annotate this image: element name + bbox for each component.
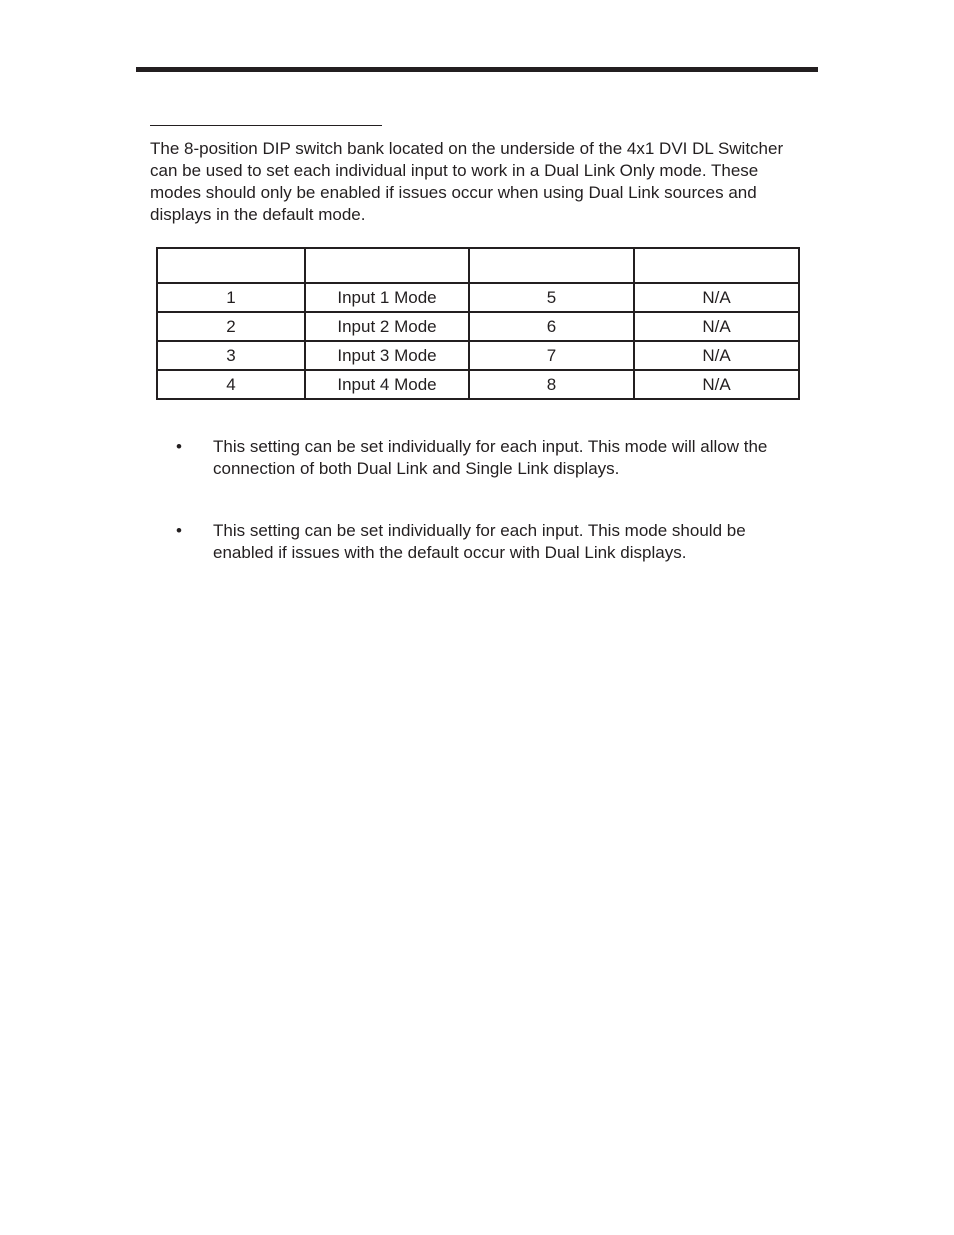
switch-function-cell: N/A — [634, 312, 799, 341]
bullet-text: This setting can be set individually for each input. This mode should be enabled if issues with the default occur with Dual Link displays. — [213, 521, 746, 562]
switch-number-cell: 2 — [157, 312, 305, 341]
switch-number-cell: 6 — [469, 312, 634, 341]
switch-function-cell: N/A — [634, 341, 799, 370]
dip-switch-table — [156, 247, 800, 400]
switch-function-cell: Input 3 Mode — [305, 341, 469, 370]
switch-function-cell: N/A — [634, 283, 799, 312]
table-row — [157, 283, 799, 312]
table-header-row — [157, 248, 799, 283]
switch-number-cell: 4 — [157, 370, 305, 399]
table-row — [157, 312, 799, 341]
switch-function-cell: Input 1 Mode — [305, 283, 469, 312]
switch-function-cell: Input 4 Mode — [305, 370, 469, 399]
intro-paragraph: The 8-position DIP switch bank located on the underside of the 4x1 DVI DL Switcher can be used to set each individual input to work in a Dual Link Only mode. These modes should only be enabled if issues occur when using Dual Link sources and displays in the default mode. — [150, 139, 784, 224]
header-rule — [136, 67, 818, 72]
switch-number-cell: 1 — [157, 283, 305, 312]
switch-function-cell: Input 2 Mode — [305, 312, 469, 341]
table-row — [157, 341, 799, 370]
switch-number-cell: 7 — [469, 341, 634, 370]
switch-number-cell: 8 — [469, 370, 634, 399]
bullet-text: This setting can be set individually for each input. This mode will allow the connection of both Dual Link and Single Link displays. — [213, 437, 768, 478]
switch-number-cell: 3 — [157, 341, 305, 370]
header-cell — [469, 248, 634, 283]
header-cell — [634, 248, 799, 283]
section-heading-rule — [150, 125, 382, 126]
switch-function-cell: N/A — [634, 370, 799, 399]
header-cell — [305, 248, 469, 283]
bullet-marker: • — [176, 437, 182, 456]
bullet-marker: • — [176, 521, 182, 540]
switch-number-cell: 5 — [469, 283, 634, 312]
header-cell — [157, 248, 305, 283]
table-row — [157, 370, 799, 399]
